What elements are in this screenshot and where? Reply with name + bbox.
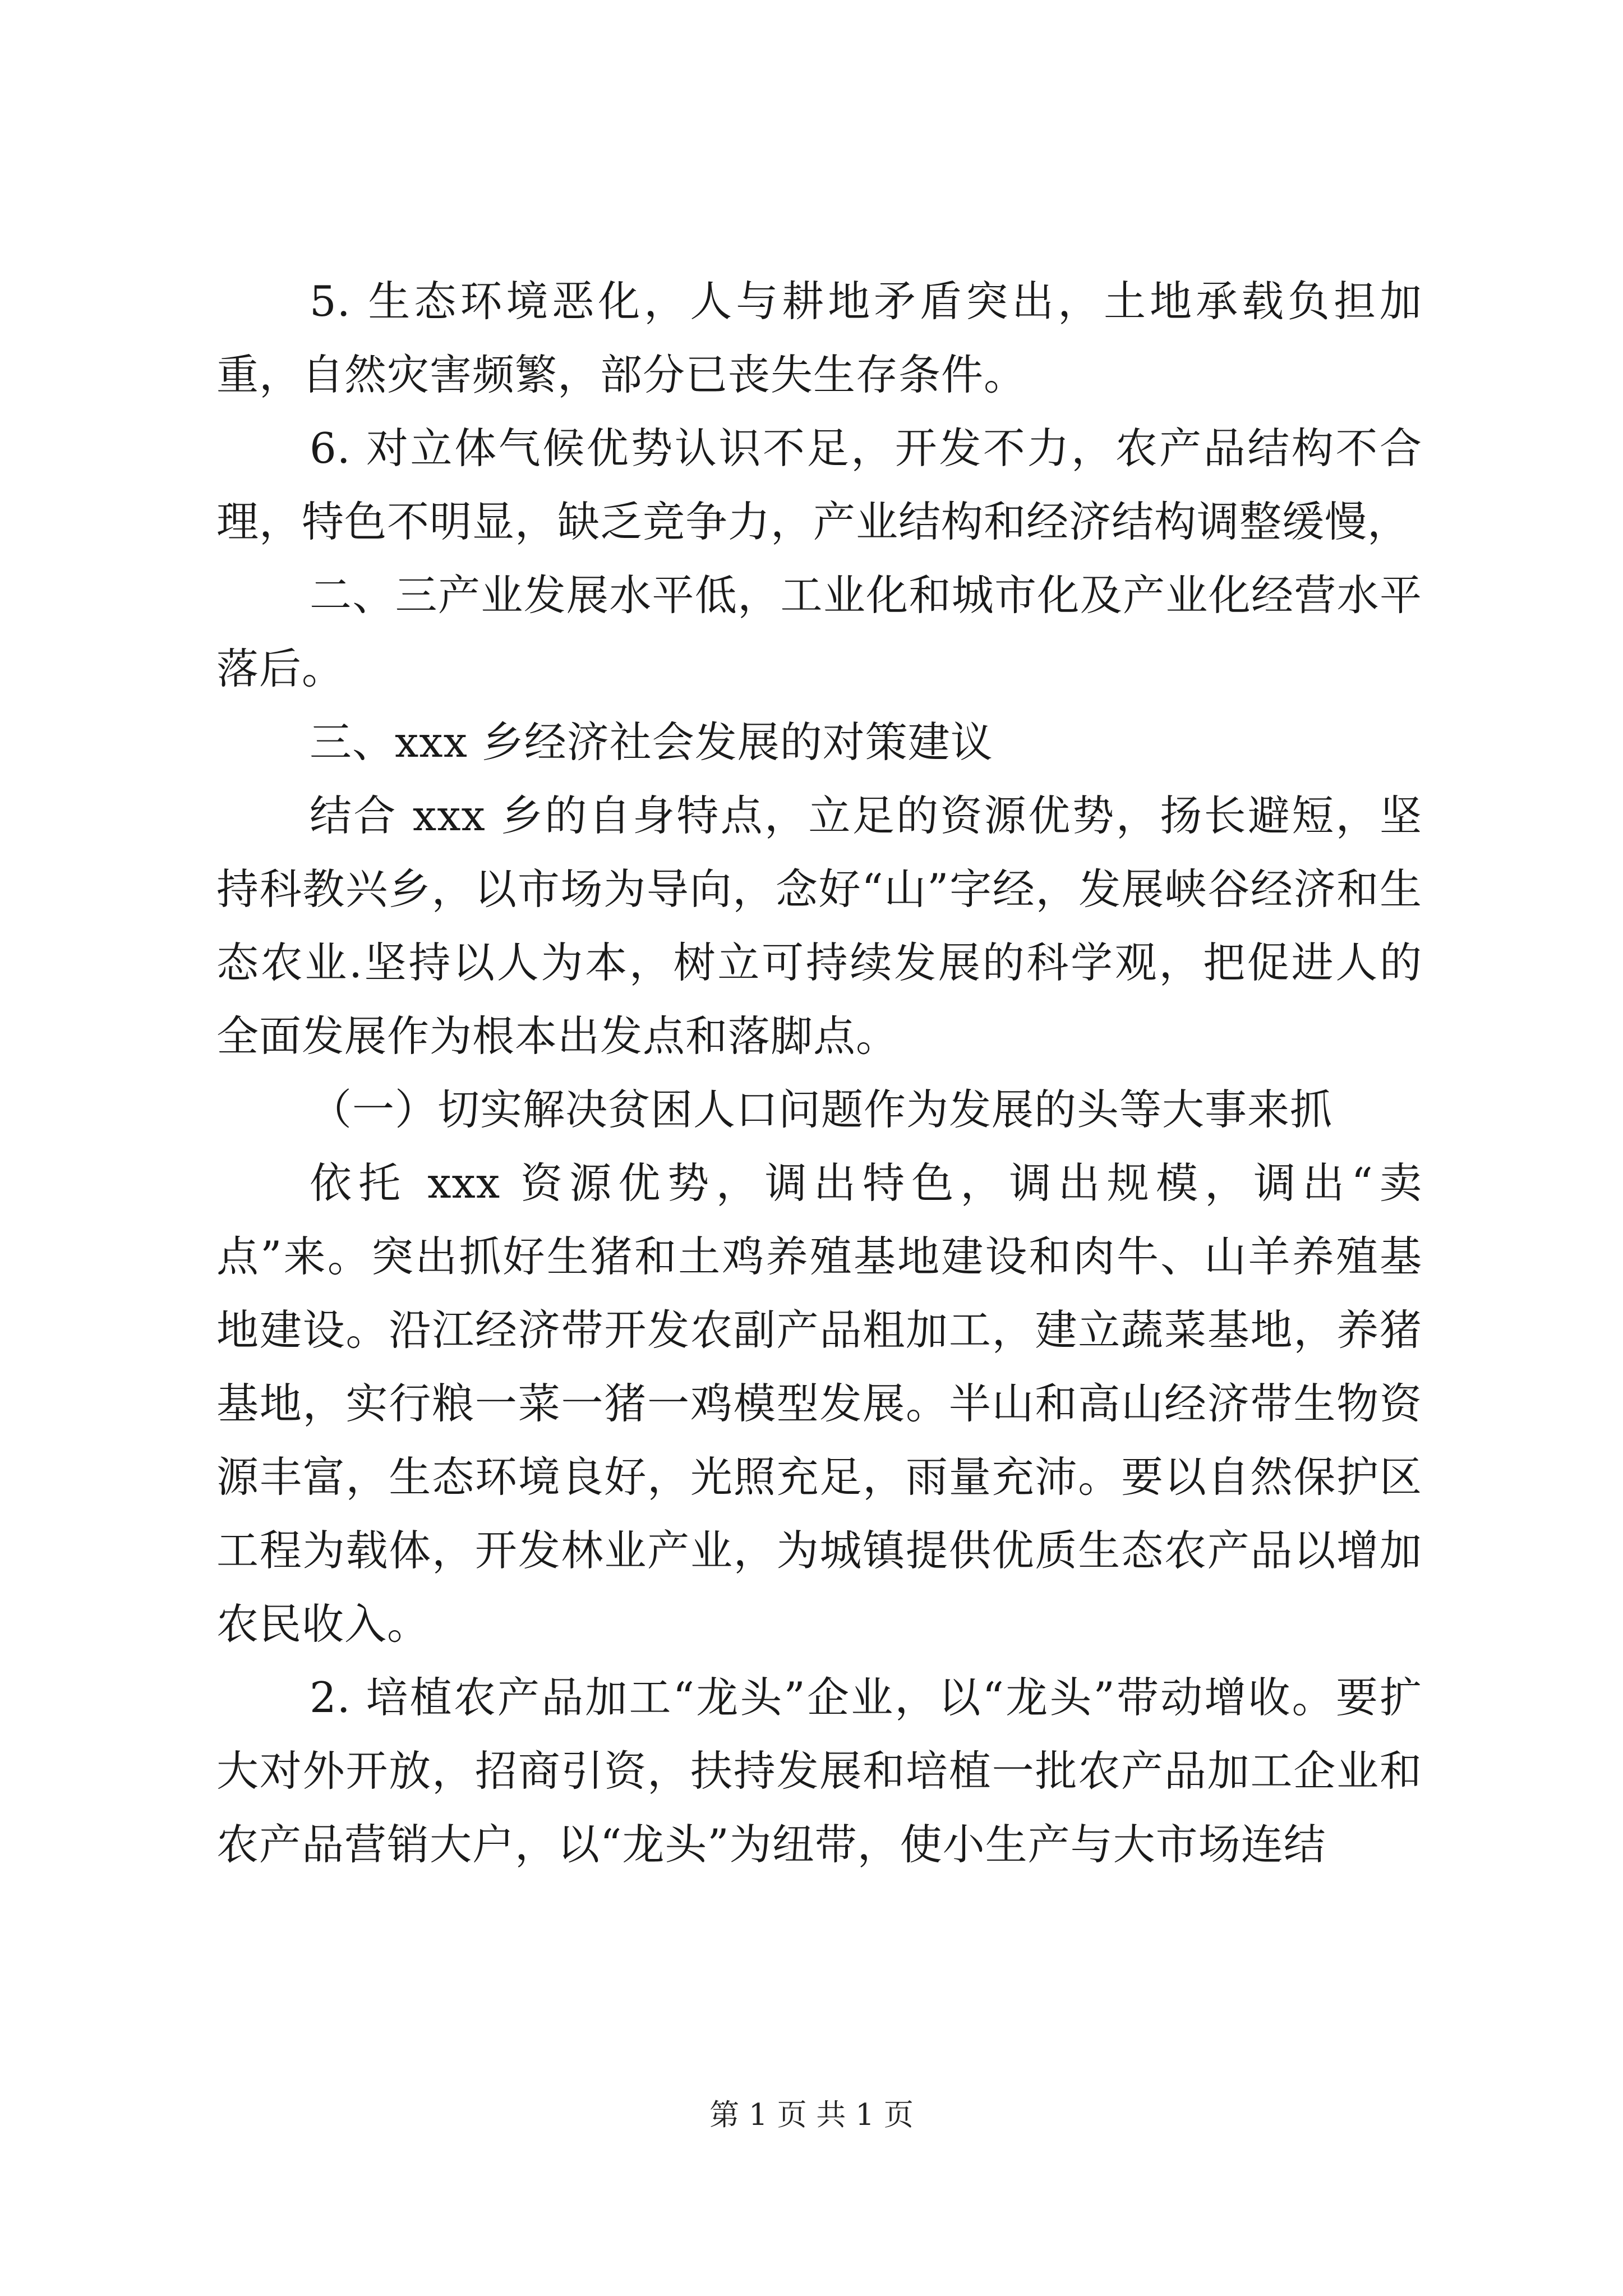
- document-body: [216, 265, 1422, 1881]
- paragraph-item-6: 6. 对立体气候优势认识不足，开发不力，农产品结构不合理，特色不明显，缺乏竞争力，产业结构和经济结构调整缓慢，: [216, 424, 1422, 546]
- subsection-heading-1: （一）切实解决贫困人口问题作为发展的头等大事来抓: [310, 1085, 1333, 1134]
- paragraph-strategy-intro: 结合 xxx 乡的自身特点，立足的资源优势，扬长避短，坚持科教兴乡，以市场为导向，念好“山”字经，发展峡谷经济和生态农业.坚持以人为本，树立可持续发展的科学观，把促进人的全面发展作为根本出发点和落脚点。: [216, 791, 1422, 1061]
- page-footer: [0, 2096, 1623, 2135]
- page-number-label: 第 1 页 共 1 页: [709, 2098, 914, 2132]
- section-heading-3: 三、xxx 乡经济社会发展的对策建议: [310, 717, 993, 767]
- paragraph-item-5: 5. 生态环境恶化，人与耕地矛盾突出，土地承载负担加重，自然灾害频繁，部分已丧失生存条件。: [216, 277, 1422, 399]
- paragraph-resource-advantage: 依托 xxx 资源优势，调出特色，调出规模，调出“卖点”来。突出抓好生猪和土鸡养殖基地建设和肉牛、山羊养殖基地建设。沿江经济带开发农副产品粗加工，建立蔬菜基地，养猪基地，实行粮一菜一猪一鸡模型发展。半山和高山经济带生物资源丰富，生态环境良好，光照充足，雨量充沛。要以自然保护区工程为载体，开发林业产业，为城镇提供优质生态农产品以增加农民收入。: [216, 1158, 1422, 1649]
- paragraph-item-2: 2. 培植农产品加工“龙头”企业，以“龙头”带动增收。要扩大对外开放，招商引资，扶持发展和培植一批农产品加工企业和农产品营销大户，以“龙头”为纽带，使小生产与大市场连结: [216, 1673, 1422, 1869]
- paragraph-secondary-tertiary-industry: 二、三产业发展水平低，工业化和城市化及产业化经营水平落后。: [216, 570, 1422, 693]
